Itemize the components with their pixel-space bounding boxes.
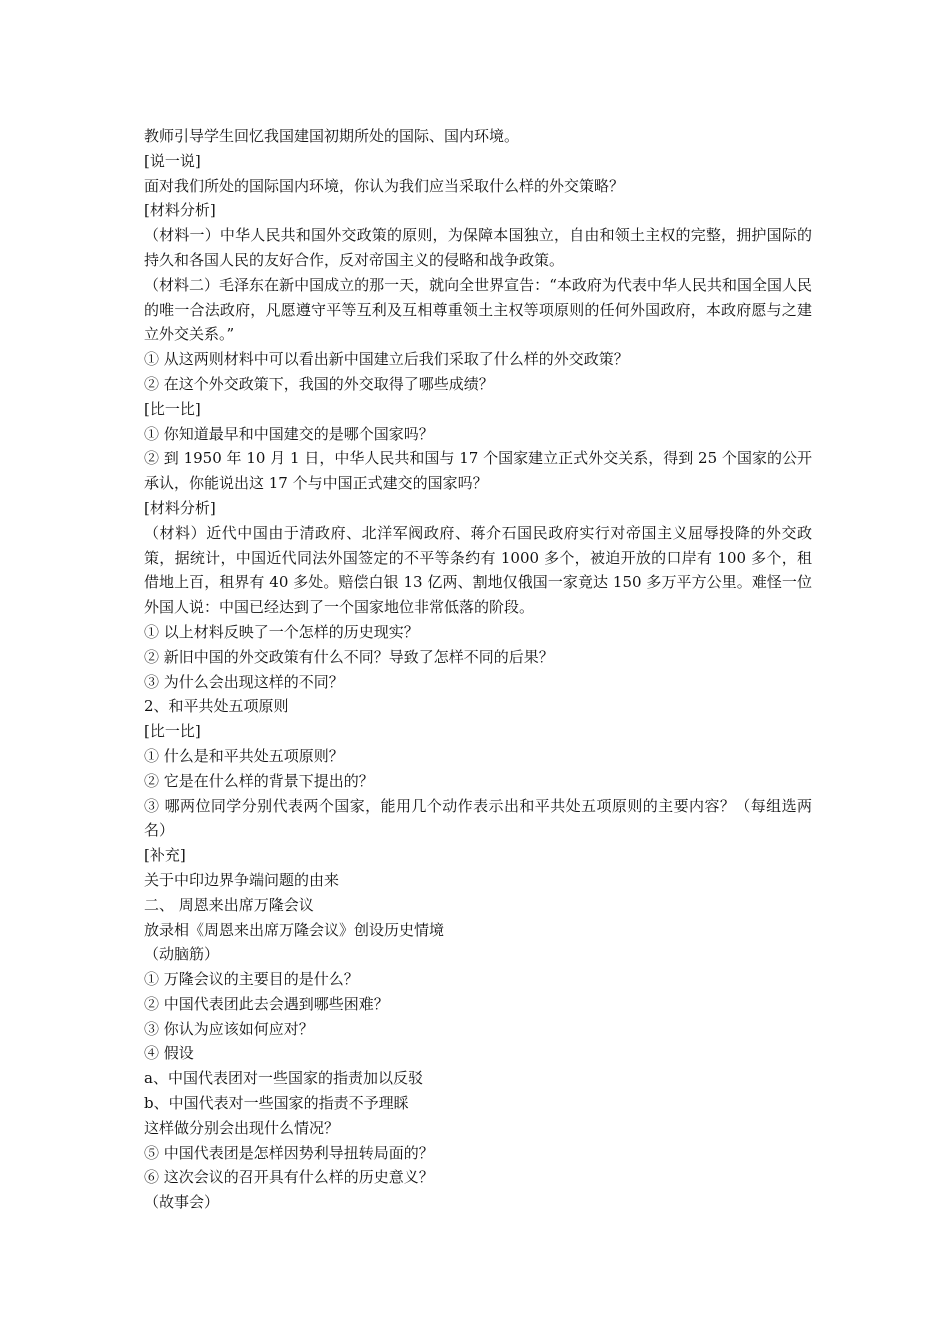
option-item: b、中国代表对一些国家的指责不予理睬 bbox=[144, 1094, 409, 1113]
section-label-material-analysis: [材料分析] bbox=[144, 498, 216, 517]
material-paragraph: （材料）近代中国由于清政府、北洋军阀政府、蒋介石国民政府实行对帝国主义屈辱投降的外交政策，据统计，中国近代同法外国签定的不平等条约有 1000 多个，被迫开放的口岸有 100 多个，租借地上百，租界有 40 多处。赔偿白银 13 亿两、割地仅俄国一家竟达 150 多万平方公里。难怪一位外国人说：中国已经达到了一个国家地位非常低落的阶段。 bbox=[144, 523, 812, 617]
activity-paragraph: 放录相《周恩来出席万隆会议》创设历史情境 bbox=[144, 920, 445, 939]
question-item: ③ 你认为应该如何应对？ bbox=[144, 1019, 314, 1038]
material-one-paragraph: （材料一）中华人民共和国外交政策的原则，为保障本国独立，自由和领土主权的完整，拥护国际的持久和各国人民的友好合作，反对帝国主义的侵略和战争政策。 bbox=[144, 226, 812, 269]
question-item: ① 什么是和平共处五项原则？ bbox=[144, 746, 344, 765]
section-label-story: （故事会） bbox=[144, 1193, 220, 1212]
question-item: ② 到 1950 年 10 月 1 日，中华人民共和国与 17 个国家建立正式外交关系，得到 25 个国家的公开承认，你能说出这 17 个与中国正式建交的国家吗？ bbox=[144, 449, 812, 493]
question-item: ① 从这两则材料中可以看出新中国建立后我们采取了什么样的外交政策？ bbox=[144, 350, 629, 369]
material-two-paragraph: （材料二）毛泽东在新中国成立的那一天，就向全世界宣告：“本政府为代表中华人民共和国全国人民的唯一合法政府，凡愿遵守平等互利及互相尊重领土主权等项原则的任何外国政府，本政府愿与之建立外交关系。” bbox=[144, 275, 812, 344]
question-paragraph: 面对我们所处的国际国内环境，你认为我们应当采取什么样的外交策略？ bbox=[144, 176, 625, 195]
question-item: ① 万隆会议的主要目的是什么？ bbox=[144, 970, 359, 989]
section-label-supplement: [补充] bbox=[144, 846, 186, 865]
option-item: a、中国代表团对一些国家的指责加以反驳 bbox=[144, 1069, 423, 1088]
question-item: ② 在这个外交政策下，我国的外交取得了哪些成绩？ bbox=[144, 374, 494, 393]
section-label-think: （动脑筋） bbox=[144, 945, 220, 964]
section-heading: 二、 周恩来出席万隆会议 bbox=[144, 895, 314, 914]
question-item: ④ 假设 bbox=[144, 1044, 194, 1063]
question-item: ① 你知道最早和中国建交的是哪个国家吗？ bbox=[144, 424, 434, 443]
supplement-paragraph: 关于中印边界争端问题的由来 bbox=[144, 870, 340, 889]
intro-paragraph: 教师引导学生回忆我国建国初期所处的国际、国内环境。 bbox=[144, 127, 520, 145]
question-item: ② 中国代表团此去会遇到哪些困难？ bbox=[144, 994, 389, 1013]
question-item: ② 它是在什么样的背景下提出的？ bbox=[144, 771, 374, 790]
document-body bbox=[144, 124, 812, 1215]
section-label-compare: [比一比] bbox=[144, 722, 201, 741]
question-item: ③ 为什么会出现这样的不同？ bbox=[144, 672, 344, 691]
section-label-compare: [比一比] bbox=[144, 399, 201, 418]
question-item: ③ 哪两位同学分别代表两个国家，能用几个动作表示出和平共处五项原则的主要内容？（每组选两名） bbox=[144, 796, 812, 840]
section-label-discuss: [说一说] bbox=[144, 151, 201, 170]
question-item: ② 新旧中国的外交政策有什么不同？导致了怎样不同的后果？ bbox=[144, 647, 554, 666]
section-label-material-analysis: [材料分析] bbox=[144, 201, 216, 220]
question-item: ① 以上材料反映了一个怎样的历史现实？ bbox=[144, 622, 419, 641]
question-item: ⑤ 中国代表团是怎样因势利导扭转局面的？ bbox=[144, 1143, 434, 1162]
section-heading: 2、和平共处五项原则 bbox=[144, 697, 289, 716]
question-item: ⑥ 这次会议的召开具有什么样的历史意义？ bbox=[144, 1168, 434, 1187]
question-paragraph: 这样做分别会出现什么情况？ bbox=[144, 1118, 340, 1137]
